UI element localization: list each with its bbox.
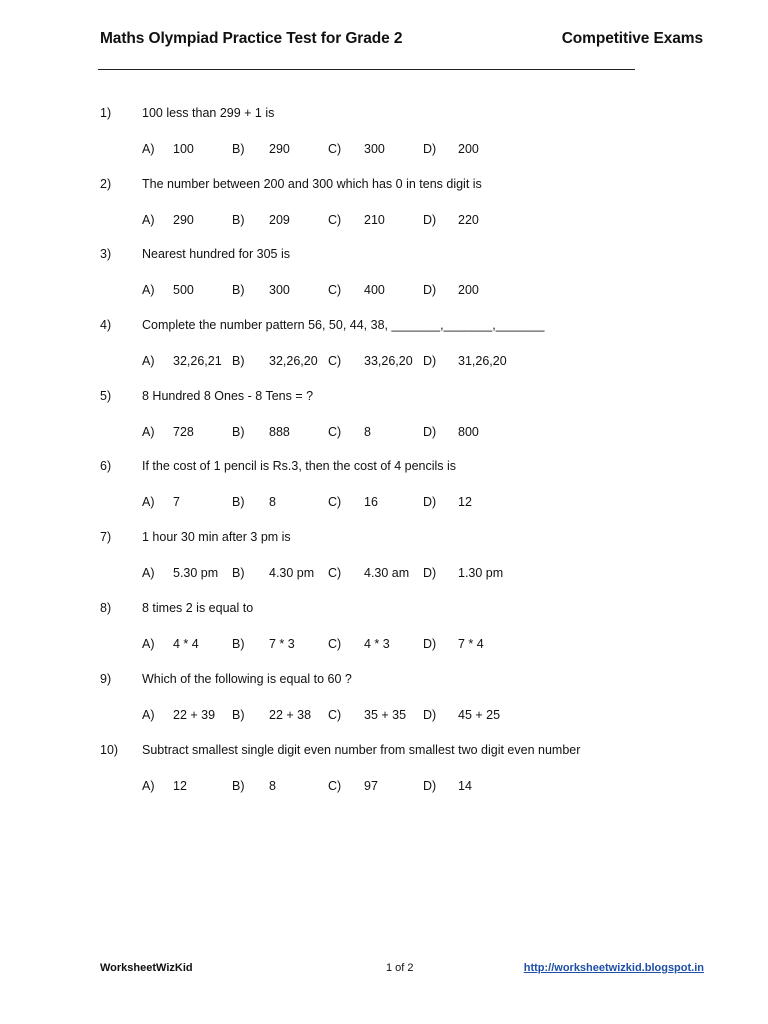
option-value: 200: [458, 283, 479, 297]
option-letter: D): [423, 779, 437, 793]
option-value: 290: [173, 213, 194, 227]
option-value: 209: [269, 213, 290, 227]
option-letter: C): [328, 354, 342, 368]
option-letter: B): [232, 354, 245, 368]
question-number: 9): [100, 672, 112, 686]
option-value: 4 * 4: [173, 637, 199, 651]
option-value: 7 * 4: [458, 637, 484, 651]
option-letter: C): [328, 779, 342, 793]
question-number: 4): [100, 318, 112, 332]
option-letter: C): [328, 708, 342, 722]
option-value: 210: [364, 213, 385, 227]
option-letter: B): [232, 283, 245, 297]
option-letter: B): [232, 142, 245, 156]
question-item: [0, 318, 768, 378]
option-value: 22 + 39: [173, 708, 216, 722]
option-letter: A): [142, 637, 155, 651]
question-text: Which of the following is equal to 60 ?: [142, 672, 352, 686]
option-value: 33,26,20: [364, 354, 413, 368]
page-category: Competitive Exams: [561, 30, 703, 47]
question-text: 1 hour 30 min after 3 pm is: [142, 530, 291, 544]
option-value: 5.30 pm: [173, 566, 219, 580]
option-letter: D): [423, 566, 437, 580]
question-item: [0, 459, 768, 519]
question-text: 8 times 2 is equal to: [142, 601, 254, 615]
question-item: [0, 743, 768, 803]
option-value: 888: [269, 425, 290, 439]
option-letter: D): [423, 708, 437, 722]
option-letter: A): [142, 566, 155, 580]
question-text: 8 Hundred 8 Ones - 8 Tens = ?: [142, 389, 314, 403]
option-value: 32,26,20: [269, 354, 318, 368]
question-number: 6): [100, 459, 112, 473]
question-number: 3): [100, 247, 112, 261]
option-letter: A): [142, 779, 155, 793]
question-text: Complete the number pattern 56, 50, 44, 38, _______,_______,_______: [142, 318, 545, 332]
option-letter: A): [142, 283, 155, 297]
option-value: 8: [364, 425, 371, 439]
option-letter: B): [232, 566, 245, 580]
option-value: 8: [269, 495, 276, 509]
option-letter: A): [142, 425, 155, 439]
option-letter: B): [232, 213, 245, 227]
question-item: [0, 601, 768, 661]
option-value: 4.30 am: [364, 566, 410, 580]
option-letter: D): [423, 142, 437, 156]
option-value: 97: [364, 779, 378, 793]
question-text: If the cost of 1 pencil is Rs.3, then the cost of 4 pencils is: [142, 459, 457, 473]
option-value: 300: [364, 142, 385, 156]
option-value: 300: [269, 283, 290, 297]
option-value: 4.30 pm: [269, 566, 315, 580]
option-value: 220: [458, 213, 479, 227]
option-value: 12: [458, 495, 472, 509]
option-letter: C): [328, 425, 342, 439]
option-letter: B): [232, 779, 245, 793]
question-item: [0, 389, 768, 449]
question-number: 5): [100, 389, 112, 403]
option-value: 7: [173, 495, 180, 509]
option-value: 4 * 3: [364, 637, 390, 651]
question-number: 7): [100, 530, 112, 544]
footer-url-link[interactable]: http://worksheetwizkid.blogspot.in: [523, 962, 704, 974]
option-value: 45 + 25: [458, 708, 501, 722]
option-value: 22 + 38: [269, 708, 312, 722]
option-value: 14: [458, 779, 472, 793]
option-letter: C): [328, 142, 342, 156]
option-value: 12: [173, 779, 187, 793]
question-text: 100 less than 299 + 1 is: [142, 106, 275, 120]
option-value: 200: [458, 142, 479, 156]
option-value: 32,26,21: [173, 354, 222, 368]
question-number: 8): [100, 601, 112, 615]
option-letter: D): [423, 283, 437, 297]
option-value: 290: [269, 142, 290, 156]
option-letter: C): [328, 283, 342, 297]
option-letter: D): [423, 213, 437, 227]
question-text: Nearest hundred for 305 is: [142, 247, 291, 261]
option-value: 100: [173, 142, 194, 156]
option-value: 7 * 3: [269, 637, 295, 651]
header-divider: [98, 69, 635, 70]
question-number: 1): [100, 106, 112, 120]
page-number: 1 of 2: [386, 962, 414, 974]
option-letter: A): [142, 354, 155, 368]
option-letter: A): [142, 213, 155, 227]
option-letter: D): [423, 637, 437, 651]
question-item: [0, 106, 768, 166]
question-text: Subtract smallest single digit even number from smallest two digit even number: [142, 743, 581, 757]
option-letter: B): [232, 708, 245, 722]
option-value: 400: [364, 283, 385, 297]
option-letter: A): [142, 495, 155, 509]
option-letter: D): [423, 495, 437, 509]
question-item: [0, 177, 768, 237]
option-value: 16: [364, 495, 378, 509]
footer-brand: WorksheetWizKid: [100, 962, 193, 974]
question-number: 10): [100, 743, 119, 757]
option-letter: B): [232, 425, 245, 439]
option-letter: C): [328, 495, 342, 509]
question-number: 2): [100, 177, 112, 191]
option-letter: C): [328, 213, 342, 227]
option-letter: A): [142, 142, 155, 156]
question-item: [0, 672, 768, 732]
page-title: Maths Olympiad Practice Test for Grade 2: [100, 30, 403, 47]
option-letter: B): [232, 637, 245, 651]
option-value: 35 + 35: [364, 708, 407, 722]
option-letter: D): [423, 425, 437, 439]
option-letter: C): [328, 566, 342, 580]
question-item: [0, 247, 768, 307]
option-letter: A): [142, 708, 155, 722]
option-letter: B): [232, 495, 245, 509]
option-letter: D): [423, 354, 437, 368]
option-value: 800: [458, 425, 479, 439]
option-value: 31,26,20: [458, 354, 507, 368]
option-value: 8: [269, 779, 276, 793]
option-letter: C): [328, 637, 342, 651]
question-text: The number between 200 and 300 which has 0 in tens digit is: [142, 177, 482, 191]
option-value: 728: [173, 425, 194, 439]
question-item: [0, 530, 768, 590]
option-value: 500: [173, 283, 194, 297]
option-value: 1.30 pm: [458, 566, 504, 580]
